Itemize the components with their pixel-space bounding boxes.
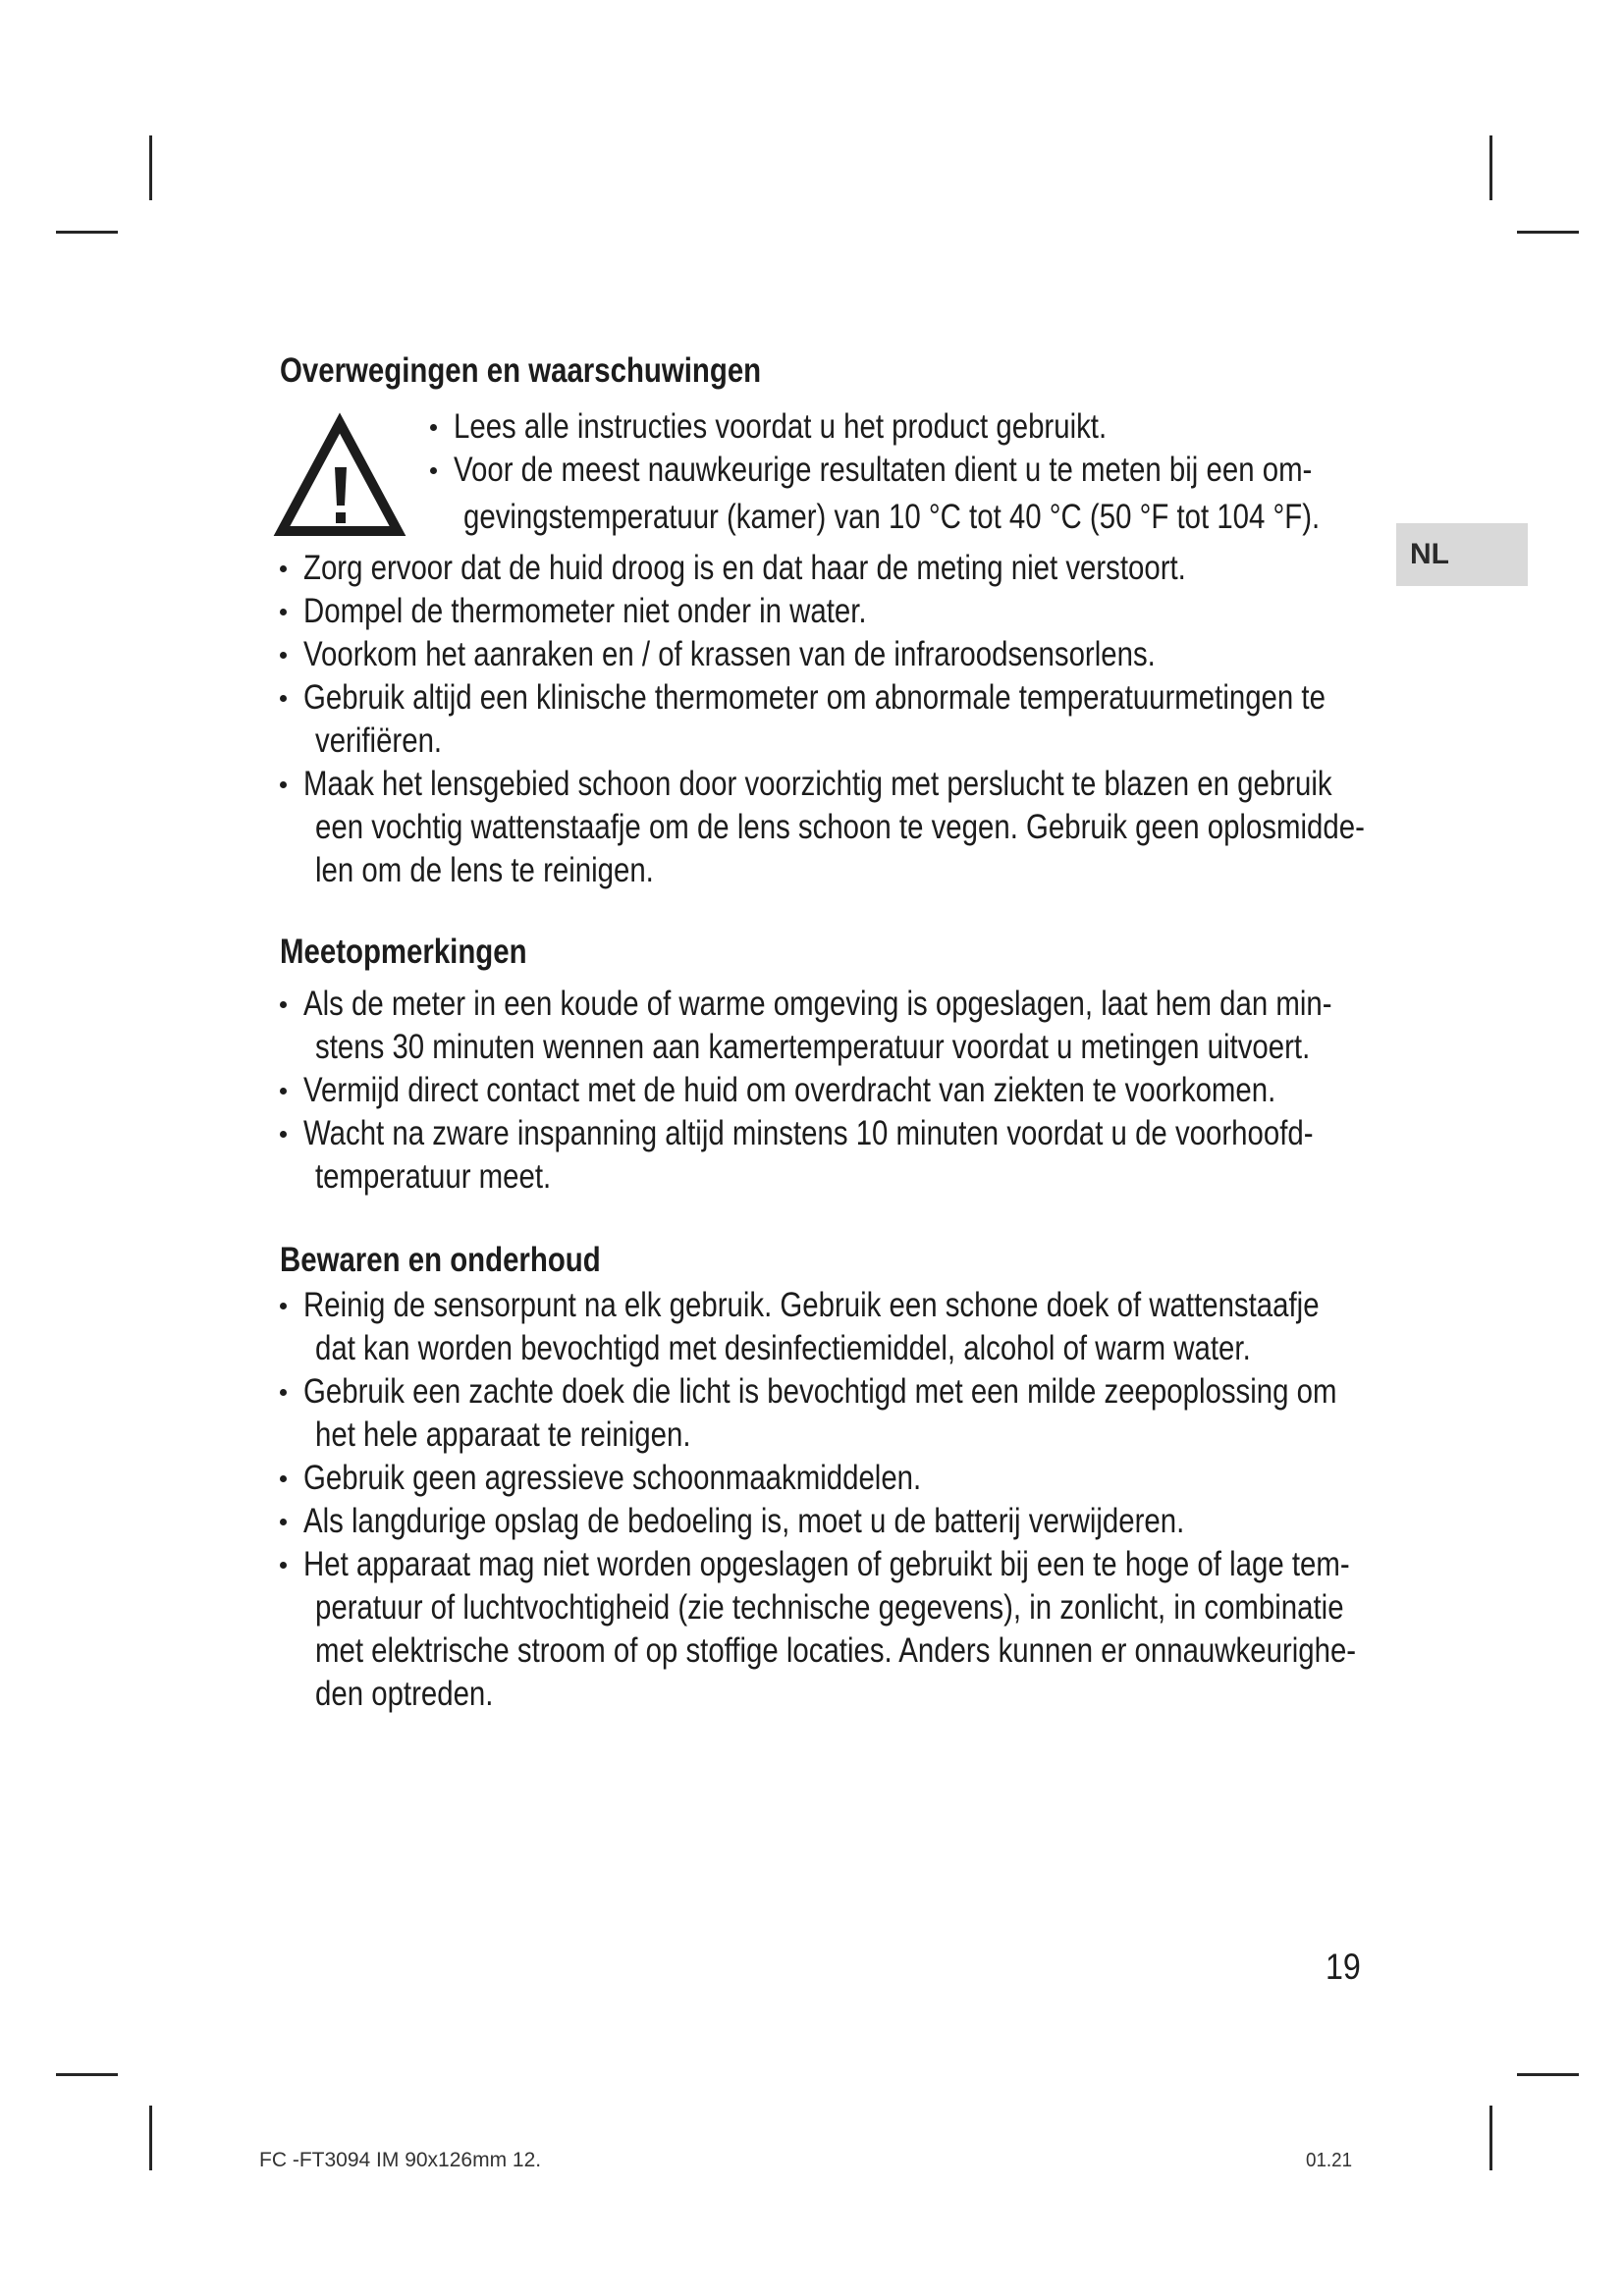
bullet-list [280, 1284, 1409, 1716]
section-heading: Overwegingen en waarschuwingen [280, 351, 762, 390]
item-line-continuation: len om de lens te reinigen. [315, 851, 654, 889]
list-item [280, 1284, 1409, 1370]
list-item [280, 1543, 1409, 1716]
bullet-icon [280, 1001, 287, 1008]
list-item [280, 676, 1409, 763]
list-item [280, 983, 1409, 1069]
list-item [280, 1500, 1409, 1543]
crop-mark-top-right-vertical [1489, 135, 1492, 200]
crop-mark-bottom-left-vertical [149, 2106, 152, 2170]
bullet-icon [280, 781, 287, 788]
item-line: Maak het lensgebied schoon door voorzichtig met perslucht te blazen en gebruik [303, 765, 1332, 803]
item-line-continuation: den optreden. [315, 1675, 494, 1713]
list-item [280, 1457, 1409, 1500]
section-heading: Meetopmerkingen [280, 933, 527, 971]
list-item [280, 1069, 1409, 1112]
item-line: Dompel de thermometer niet onder in water. [303, 592, 867, 630]
bullet-icon [280, 609, 287, 615]
item-line-continuation: het hele apparaat te reinigen. [315, 1415, 691, 1454]
bullet-icon [280, 1088, 287, 1095]
item-line: Als de meter in een koude of warme omgeving is opgeslagen, laat hem dan min- [303, 985, 1332, 1023]
list-item [280, 547, 1409, 590]
item-line: Gebruik altijd een klinische thermometer om abnormale temperatuurmetingen te [303, 678, 1326, 717]
footer-job-slug: FC -FT3094 IM 90x126mm 12. [259, 2149, 542, 2171]
bullet-icon [430, 424, 437, 431]
bullet-icon [280, 1389, 287, 1396]
item-line-continuation: peratuur of luchtvochtigheid (zie technische gegevens), in zonlicht, in combinatie [315, 1588, 1344, 1627]
bullet-list [280, 983, 1409, 1199]
bullet-icon [430, 467, 437, 474]
item-line-continuation: met elektrische stroom of op stoffige locaties. Anders kunnen er onnauwkeurighe- [315, 1631, 1357, 1670]
item-line-continuation: stens 30 minuten wennen aan kamertemperatuur voordat u metingen uitvoert. [315, 1028, 1311, 1066]
list-item [280, 763, 1409, 892]
list-item [280, 405, 1409, 449]
bullet-icon [280, 1303, 287, 1309]
crop-mark-bottom-right-vertical [1489, 2106, 1492, 2170]
crop-mark-top-right-horizontal [1517, 231, 1579, 234]
item-line: Gebruik geen agressieve schoonmaakmiddelen. [303, 1459, 922, 1497]
crop-mark-top-left-vertical [149, 135, 152, 200]
section-storage-maintenance [280, 1239, 1409, 1716]
language-tab-label: NL [1410, 538, 1449, 570]
section-measurement-notes [280, 931, 1409, 1199]
item-line: Als langdurige opslag de bedoeling is, moet u de batterij verwijderen. [303, 1502, 1185, 1540]
bullet-icon [280, 1562, 287, 1569]
item-line-continuation: gevingstemperatuur (kamer) van 10 °C tot 40 °C (50 °F tot 104 °F). [463, 498, 1321, 536]
bullet-icon [280, 1475, 287, 1482]
bullet-icon [280, 1131, 287, 1138]
warning-list [280, 405, 1409, 539]
crop-mark-top-left-horizontal [56, 231, 118, 234]
crop-mark-bottom-right-horizontal [1517, 2073, 1579, 2076]
section-heading: Bewaren en onderhoud [280, 1241, 601, 1279]
item-line: Gebruik een zachte doek die licht is bevochtigd met een milde zeepoplossing om [303, 1372, 1337, 1411]
language-tab [1396, 523, 1528, 586]
item-line-continuation: temperatuur meet. [315, 1157, 552, 1196]
bullet-icon [280, 1519, 287, 1525]
warning-block [280, 405, 1409, 539]
item-line: Voorkom het aanraken en / of krassen van de infraroodsensorlens. [303, 635, 1156, 673]
item-line-continuation: een vochtig wattenstaafje om de lens schoon te vegen. Gebruik geen oplosmidde- [315, 808, 1365, 846]
list-item [280, 1112, 1409, 1199]
item-line: Wacht na zware inspanning altijd minstens 10 minuten voordat u de voorhoofd- [303, 1114, 1314, 1152]
item-line-continuation: verifiëren. [315, 721, 443, 760]
item-line: Reinig de sensorpunt na elk gebruik. Gebruik een schone doek of wattenstaafje [303, 1286, 1320, 1324]
crop-mark-bottom-left-horizontal [56, 2073, 118, 2076]
bullet-icon [280, 652, 287, 659]
item-line: Het apparaat mag niet worden opgeslagen of gebruikt bij een te hoge of lage tem- [303, 1545, 1350, 1583]
item-line: Voor de meest nauwkeurige resultaten dient u te meten bij een om- [454, 451, 1313, 489]
item-line: Zorg ervoor dat de huid droog is en dat haar de meting niet verstoort. [303, 549, 1186, 587]
bullet-list [280, 547, 1409, 892]
item-line: Vermijd direct contact met de huid om overdracht van ziekten te voorkomen. [303, 1071, 1276, 1109]
section-warnings [280, 349, 1409, 892]
page-number: 19 [1326, 1947, 1361, 1987]
list-item [280, 1370, 1409, 1457]
bullet-icon [280, 695, 287, 702]
list-item [280, 590, 1409, 633]
list-item [280, 449, 1409, 539]
footer-date-code: 01.21 [1306, 2150, 1353, 2171]
bullet-icon [280, 565, 287, 572]
list-item [280, 633, 1409, 676]
item-line: Lees alle instructies voordat u het product gebruikt. [454, 407, 1108, 446]
item-line-continuation: dat kan worden bevochtigd met desinfectiemiddel, alcohol of warm water. [315, 1329, 1251, 1367]
